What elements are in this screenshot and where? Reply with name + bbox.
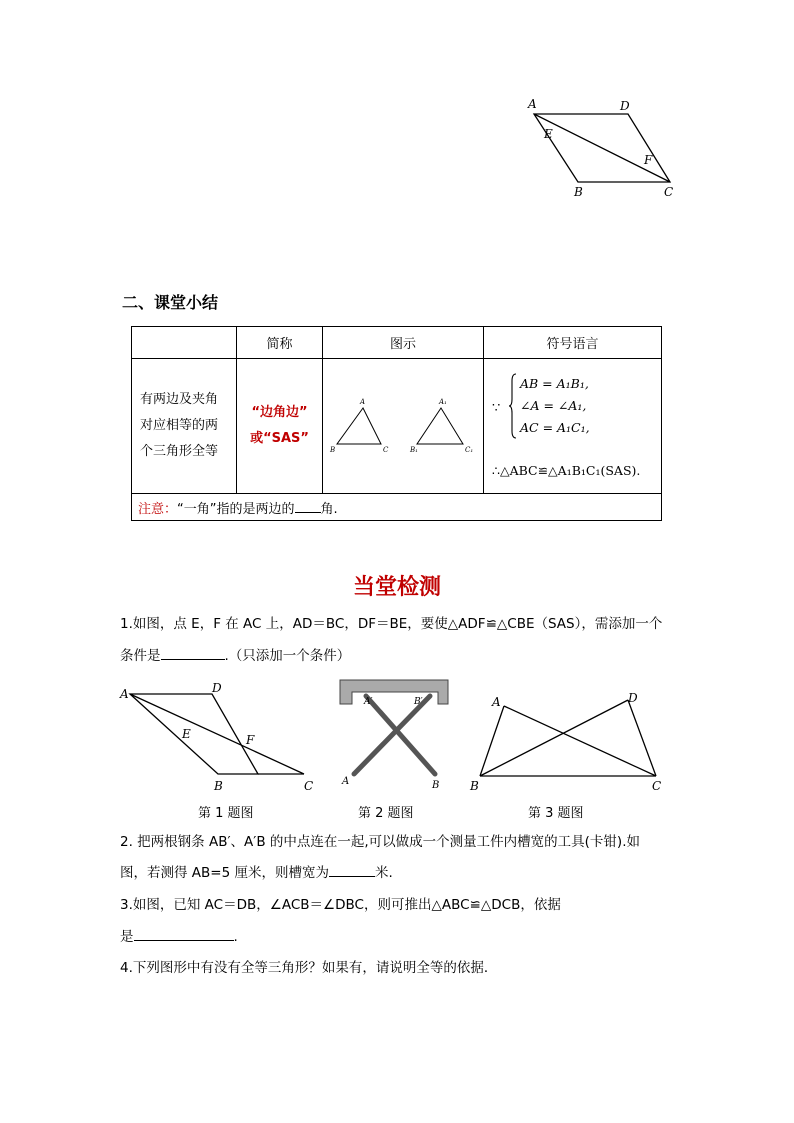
q3-label-d: D xyxy=(628,691,638,705)
short-name-line: “边角边” xyxy=(251,405,308,420)
q3-label-c: C xyxy=(652,779,662,793)
tri2-label-b1: B₁ xyxy=(410,446,418,454)
symbol-cell xyxy=(484,359,662,494)
q2-label-b-prime: B′ xyxy=(414,697,423,707)
section-title: 二、课堂小结 xyxy=(122,293,219,312)
q3-label-a: A xyxy=(492,695,501,709)
symbol-line: ∠A = ∠A₁, xyxy=(520,398,587,413)
header-figure: 图示 xyxy=(323,327,484,359)
q1-label-e: E xyxy=(182,727,191,741)
condition-cell xyxy=(132,359,237,494)
q1-parallelogram xyxy=(130,694,258,774)
symbol-line: AC = A₁C₁, xyxy=(520,420,590,435)
symbol-lines xyxy=(520,373,590,439)
q2-label-a-prime: A′ xyxy=(364,697,373,707)
q2-label-a: A xyxy=(342,776,350,787)
because-symbol: ∵ xyxy=(492,401,501,416)
q1-line1: 1.如图，点 E，F 在 AC 上，AD＝BC，DF＝BE，要使△ADF≌△CBE（SAS），需添加一个 xyxy=(120,616,663,632)
note-prefix: 注意： xyxy=(138,501,178,517)
q1-label-d: D xyxy=(212,681,222,695)
symbol-line: AB = A₁B₁, xyxy=(520,376,589,391)
tri1-label-b: B xyxy=(330,446,336,454)
tri1-label-c: C xyxy=(383,446,389,454)
label-e: E xyxy=(544,127,553,141)
note-row xyxy=(132,494,662,521)
triangles-figure xyxy=(323,366,483,486)
q1-line2-end: .（只添加一个条件） xyxy=(224,648,351,664)
triangle-a1b1c1 xyxy=(417,408,463,444)
q3-line2-end: . xyxy=(233,929,238,945)
q1-label-b: B xyxy=(214,779,223,793)
triangle-abc xyxy=(337,408,381,444)
short-name-cell xyxy=(237,359,323,494)
steel-bar-a-b-prime xyxy=(354,696,430,774)
q2-line1: 2. 把两根钢条 AB′、A′B 的中点连在一起,可以做成一个测量工件内槽宽的工具(卡钳).如 xyxy=(120,834,640,850)
q3-line2 xyxy=(120,926,238,947)
note-suffix: 角. xyxy=(320,501,338,517)
q3-label-b: B xyxy=(470,779,479,793)
q2-caliper-figure xyxy=(338,678,452,794)
q4-line: 4.下列图形中有没有全等三角形？如果有，请说明全等的依据． xyxy=(120,960,498,976)
note-blank xyxy=(295,498,321,513)
q2-answer-blank xyxy=(329,862,375,877)
tri2-label-a1: A₁ xyxy=(439,398,447,406)
q1-line2-start: 条件是 xyxy=(120,648,161,664)
q1-label-c: C xyxy=(304,779,314,793)
q3-answer-blank xyxy=(134,926,234,941)
q2-line2-end: 米. xyxy=(374,865,393,881)
note-text: “一角”指的是两边的 xyxy=(177,501,295,517)
condition-line: 个三角形全等 xyxy=(140,444,219,459)
label-b: B xyxy=(574,185,583,199)
q1-line2 xyxy=(120,645,350,666)
q3-line2-start: 是 xyxy=(120,929,134,945)
header-empty-cell xyxy=(132,327,237,359)
q2-line2-start: 图，若测得 AB=5 厘米，则槽宽为 xyxy=(120,865,329,881)
q1-answer-blank xyxy=(161,645,225,660)
header-short-name: 简称 xyxy=(237,327,323,359)
test-section-title: 当堂检测 xyxy=(352,575,441,600)
label-c: C xyxy=(664,185,674,199)
label-f: F xyxy=(644,153,653,167)
tri1-label-a: A xyxy=(360,398,366,406)
q1-label-f: F xyxy=(246,733,255,747)
q3-line1: 3.如图，已知 AC＝DB，∠ACB＝∠DBC，则可推出△ABC≌△DCB，依据 xyxy=(120,897,561,913)
condition-line: 有两边及夹角 xyxy=(140,392,219,407)
label-a: A xyxy=(528,97,537,111)
top-parallelogram-figure xyxy=(520,92,690,207)
steel-bar-a-prime-b xyxy=(366,696,435,774)
short-name-line: 或“SAS” xyxy=(250,431,309,446)
q3-side-ac xyxy=(504,706,656,776)
figure-cell xyxy=(323,359,484,494)
q3-figure xyxy=(462,682,672,794)
q1-figure-caption: 第 1 题图 xyxy=(198,806,254,821)
q2-label-b: B xyxy=(432,780,440,791)
condition-line: 对应相等的两 xyxy=(140,418,219,433)
q2-line2 xyxy=(120,862,393,883)
q1-label-a: A xyxy=(120,687,129,701)
workpiece-slot xyxy=(340,680,448,704)
summary-table xyxy=(131,326,662,521)
q3-figure-caption: 第 3 题图 xyxy=(528,806,584,821)
q2-figure-caption: 第 2 题图 xyxy=(358,806,414,821)
tri2-label-c1: C₁ xyxy=(465,446,474,454)
header-symbol-language: 符号语言 xyxy=(484,327,662,359)
conclusion: ∴△ABC≌△A₁B₁C₁(SAS). xyxy=(492,463,641,478)
q1-figure xyxy=(116,680,326,795)
left-brace-icon xyxy=(508,373,518,439)
q1-diagonal xyxy=(130,694,304,774)
label-d: D xyxy=(620,99,630,113)
